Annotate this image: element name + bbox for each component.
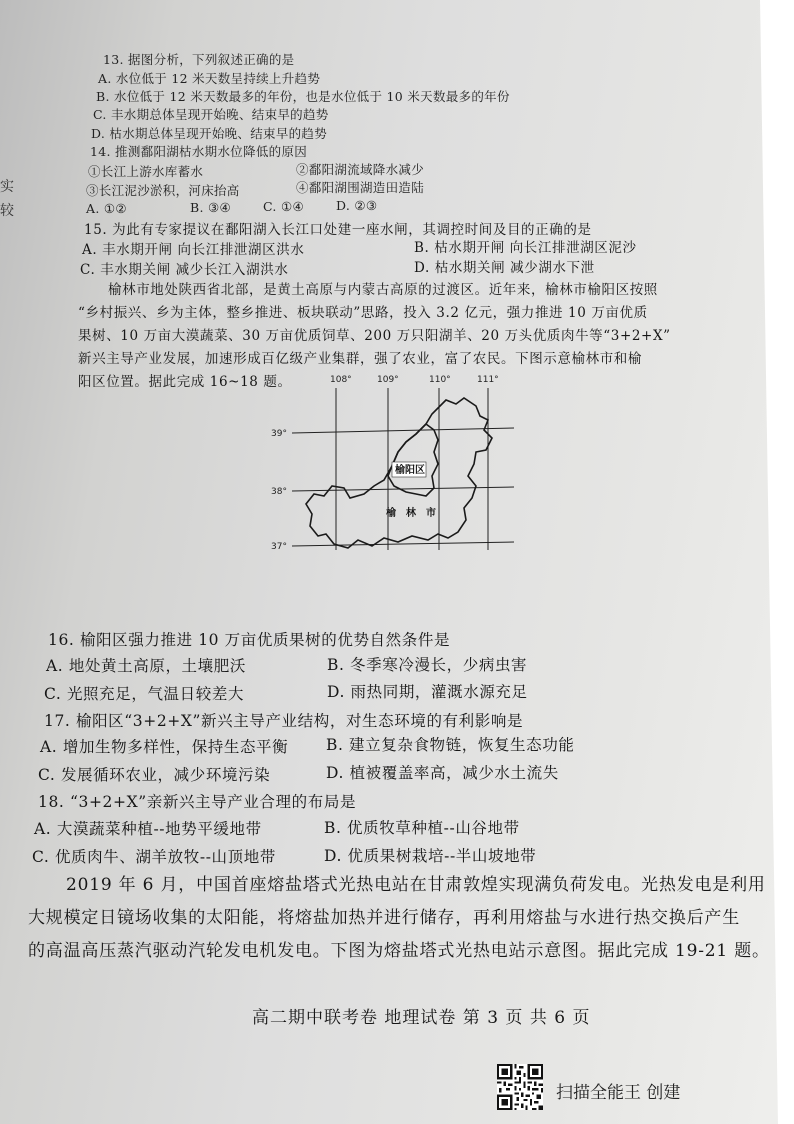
qr-code-icon [497,1064,543,1110]
longitude-label-110: 110° [429,375,451,385]
q17-option-a: A. 增加生物多样性，保持生态平衡 [40,738,289,756]
q18-option-b: B. 优质牧草种植--山谷地带 [324,819,520,837]
q18-option-d: D. 优质果树栽培--半山坡地带 [324,847,537,865]
passage-paragraph-line: 阳区位置。据此完成 16~18 题。 [78,374,292,390]
q15-option-a: A. 丰水期开闸 向长江排泄湖区洪水 [82,242,305,258]
passage-paragraph-line: “乡村振兴、乡为主体，整乡推进、板块联动”思路，投入 3.2 亿元，强力推进 10 万亩优质 [78,305,648,321]
q14-item-3: ③长江泥沙淤积，河床抬高 [86,183,240,198]
q14-item-1: ①长江上游水库蓄水 [88,164,204,179]
q14-option-d: D. ②③ [336,198,378,213]
latitude-line-37 [292,542,514,546]
q16-stem: 16. 榆阳区强力推进 10 万亩优质果树的优势自然条件是 [48,631,451,649]
q14-item-2: ②鄱阳湖流域降水减少 [296,162,425,177]
q18-option-a: A. 大漠蔬菜种植--地势平缓地带 [34,820,262,838]
q17-option-c: C. 发展循环农业，减少环境污染 [38,766,271,784]
passage-paragraph-line: 的高温高压蒸汽驱动汽轮发电机发电。下图为熔盐塔式光热电站示意图。据此完成 19-21 题。 [28,941,770,961]
q15-option-b: B. 枯水期开闸 向长江排泄湖区泥沙 [414,240,637,256]
latitude-label-37: 37° [271,542,287,552]
q17-option-d: D. 植被覆盖率高，减少水土流失 [326,764,559,782]
passage-paragraph-line: 榆林市地处陕西省北部，是黄土高原与内蒙古高原的过渡区。近年来，榆林市榆阳区按照 [108,282,658,298]
map-svg [271,368,518,568]
latitude-line-39 [292,428,514,433]
q14-option-b: B. ③④ [190,200,232,215]
q13-stem: 13. 据图分析，下列叙述正确的是 [103,52,295,67]
passage-paragraph-line: 新兴主导产业发展，加速形成百亿级产业集群，强了农业，富了农民。下图示意榆林市和榆 [78,351,642,367]
q17-option-b: B. 建立复杂食物链，恢复生态功能 [326,736,575,754]
q16-option-c: C. 光照充足，气温日较差大 [44,685,245,703]
q15-option-d: D. 枯水期关闸 减少湖水下泄 [414,260,595,276]
q15-option-c: C. 丰水期关闸 减少长江入湖洪水 [80,262,289,278]
q14-stem: 14. 推测鄱阳湖枯水期水位降低的原因 [90,144,308,159]
yulin-location-map [271,368,518,568]
q16-option-d: D. 雨热同期，灌溉水源充足 [327,683,528,701]
q16-option-b: B. 冬季寒冷漫长，少病虫害 [327,656,528,674]
longitude-label-108: 108° [330,375,352,385]
q14-option-a: A. ①② [86,201,127,216]
longitude-label-111: 111° [477,375,499,385]
q18-stem: 18. “3+2+X”亲新兴主导产业合理的布局是 [38,793,357,811]
q17-stem: 17. 榆阳区“3+2+X”新兴主导产业结构，对生态环境的有利影响是 [44,712,524,730]
latitude-label-38: 38° [271,487,287,497]
scanner-watermark: 扫描全能王 创建 [556,1083,681,1103]
gutter-text: 较 [0,203,14,219]
passage-paragraph-line: 2019 年 6 月，中国首座熔盐塔式光热电站在甘肃敦煌实现满负荷发电。光热发电是利用 [66,875,766,895]
passage-paragraph-line: 大规模定日镜场收集的太阳能，将熔盐加热并进行储存，再利用熔盐与水进行热交换后产生 [28,908,740,928]
q18-option-c: C. 优质肉牛、湖羊放牧--山顶地带 [32,848,276,866]
gutter-text: 实 [0,179,14,195]
yuyang-district-boundary [388,424,438,496]
page-footer: 高二期中联考卷 地理试卷 第 3 页 共 6 页 [252,1008,591,1028]
q13-option-a: A. 水位低于 12 米天数呈持续上升趋势 [98,71,321,86]
yulin-city-label: 榆 林 市 [386,508,436,519]
q16-option-a: A. 地处黄土高原，土壤肥沃 [46,657,246,675]
q14-item-4: ④鄱阳湖围湖造田造陆 [296,180,425,195]
passage-paragraph-line: 果树、10 万亩大漠蔬菜、30 万亩优质饲草、200 万只阳湖羊、20 万头优质肉牛等“3+2+X” [78,328,671,344]
q13-option-c: C. 丰水期总体呈现开始晚、结束早的趋势 [93,107,329,122]
longitude-label-109: 109° [377,375,399,385]
q13-option-d: D. 枯水期总体呈现开始晚、结束早的趋势 [91,126,328,141]
yuyang-district-label: 榆阳区 [395,465,425,476]
q15-stem: 15. 为此有专家提议在鄱阳湖入长江口处建一座水闸，其调控时间及目的正确的是 [84,222,592,238]
latitude-label-39: 39° [271,429,287,439]
q14-option-c: C. ①④ [263,199,304,214]
q13-option-b: B. 水位低于 12 米天数最多的年份，也是水位低于 10 米天数最多的年份 [96,89,510,104]
